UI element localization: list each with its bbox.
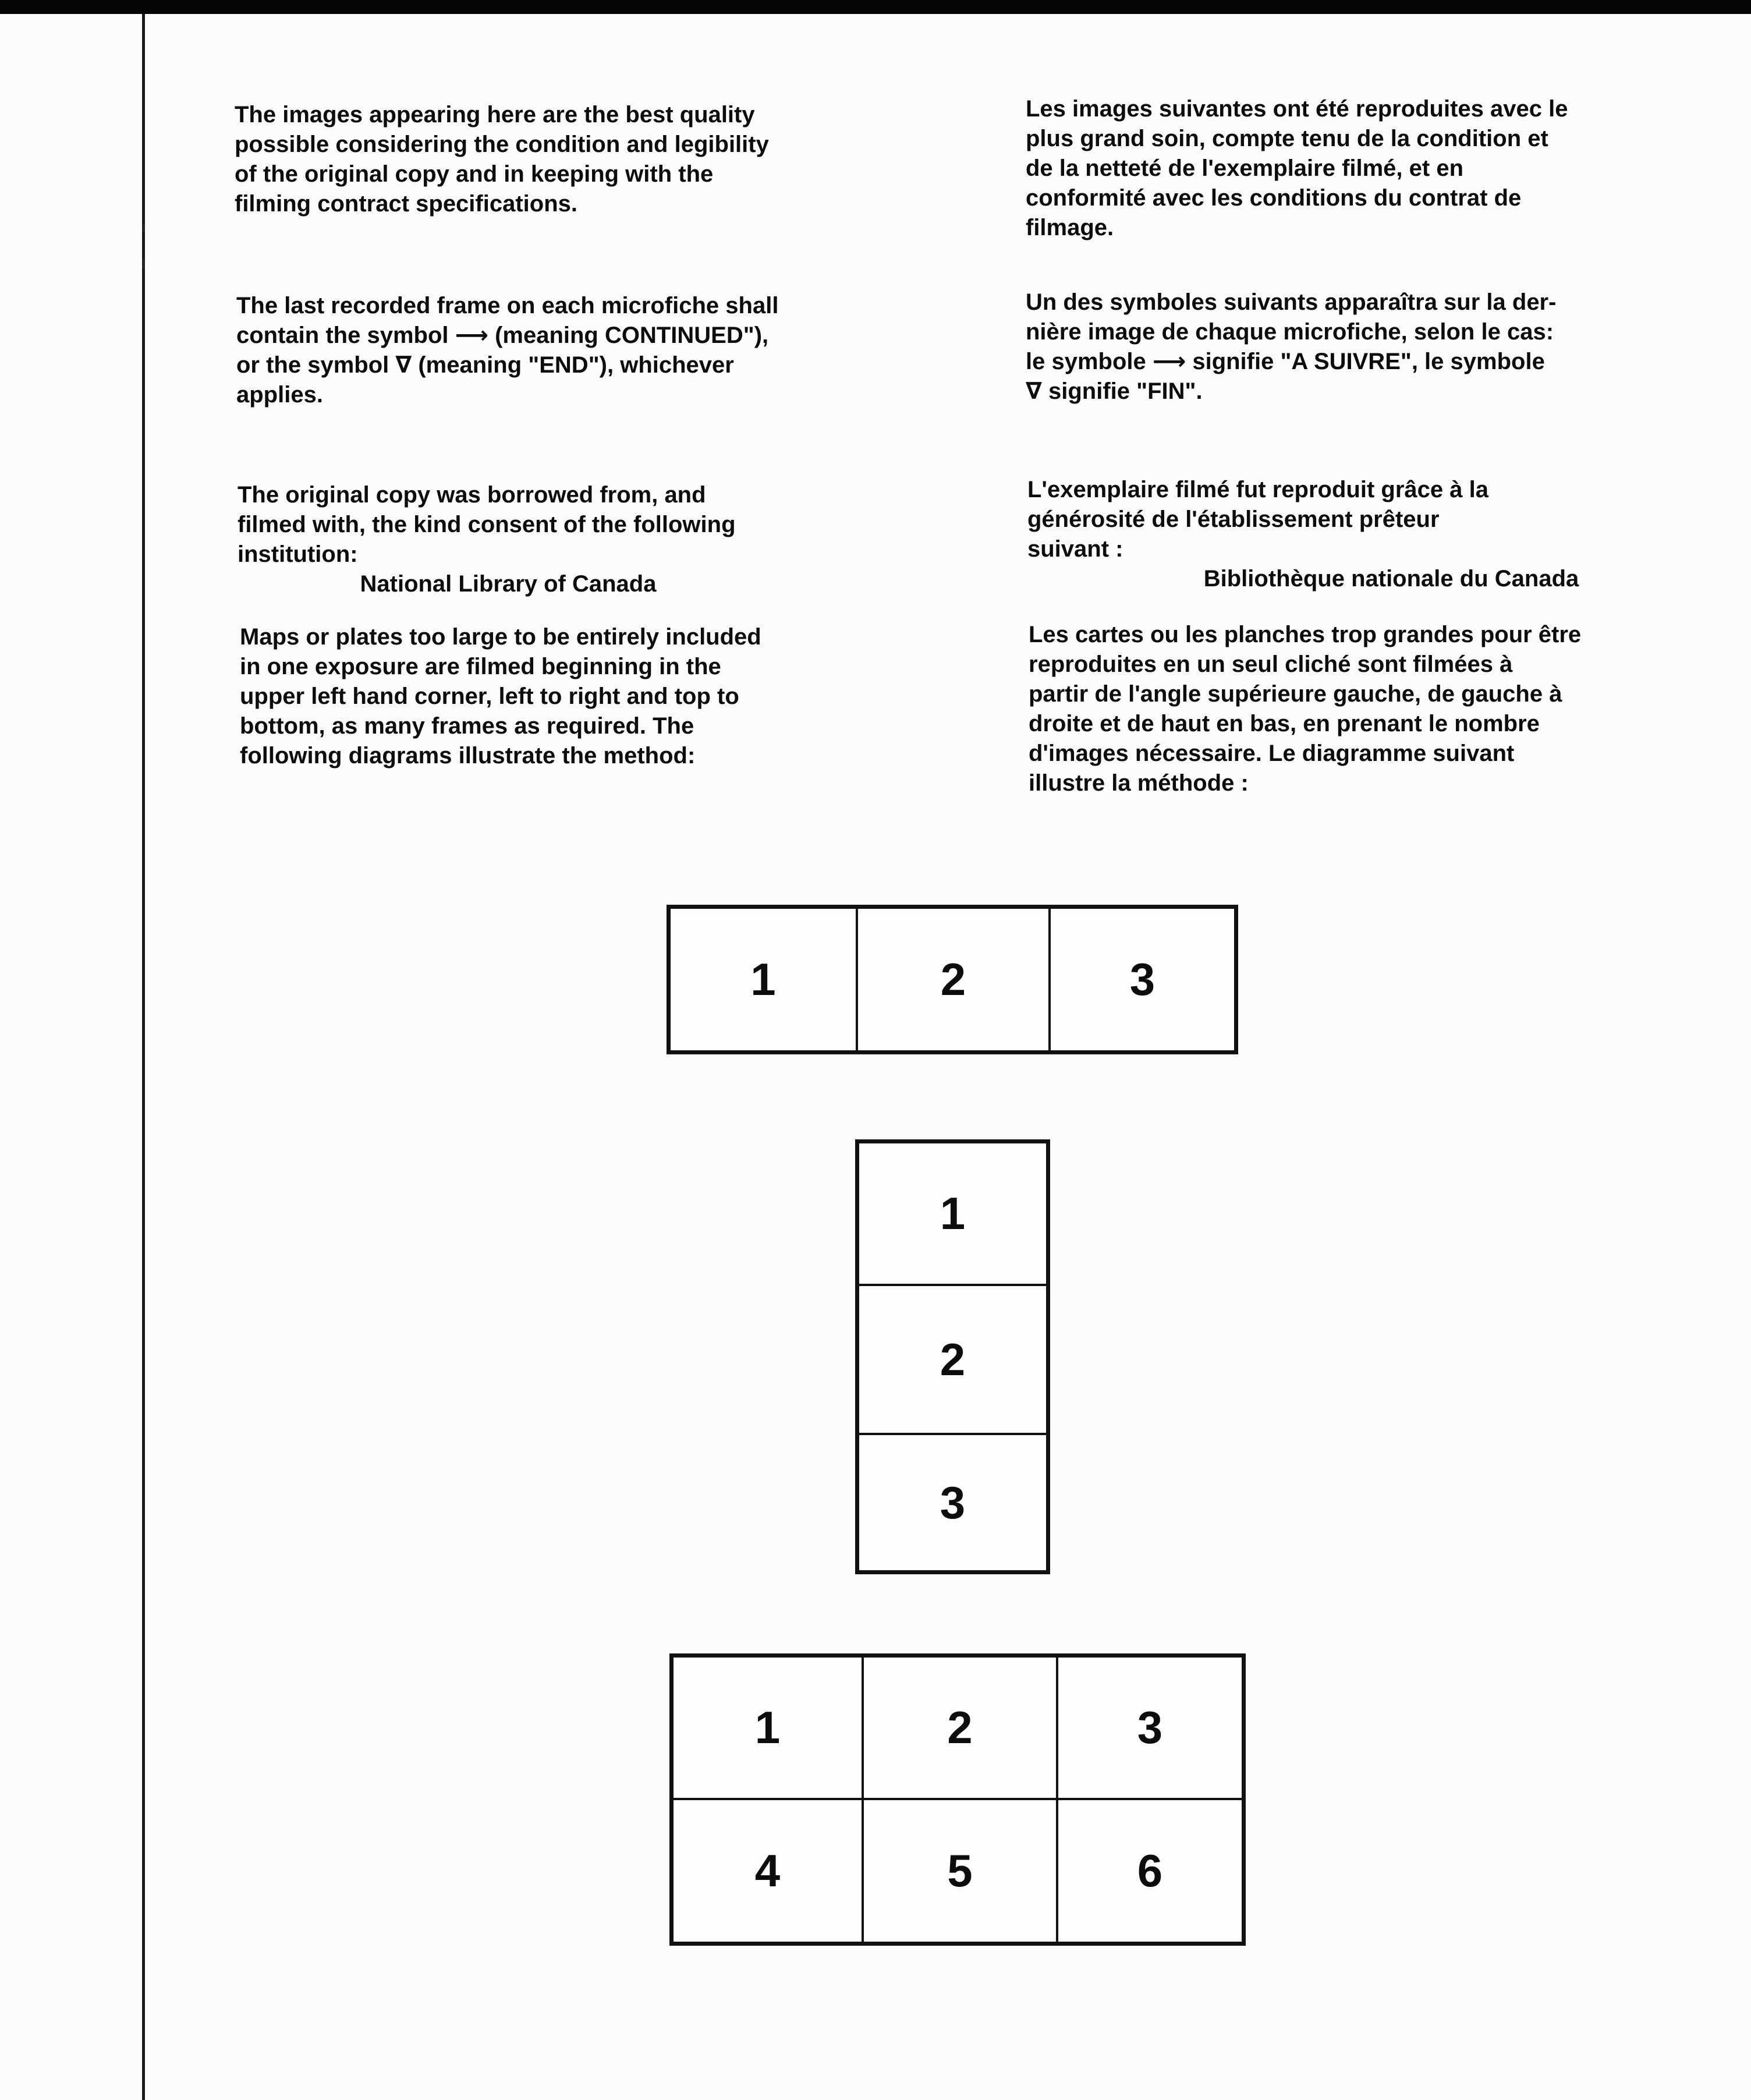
frame-cell: 2 <box>863 1656 1057 1799</box>
english-paragraph-symbols: The last recorded frame on each microfiche shall contain the symbol ⟶ (meaning CONTINUED"), or the symbol ∇ (meaning "END"), whichever applies. <box>236 293 779 408</box>
french-paragraph-symbols: Un des symboles suivants apparaîtra sur la der- nière image de chaque microfiche, selon le cas: le symbole ⟶ signifie "A SUIVRE", le symbole ∇ signifie "FIN". <box>1026 289 1557 404</box>
frame-cell: 1 <box>858 1142 1047 1285</box>
french-paragraph-maps: Les cartes ou les planches trop grandes pour être reproduites en un seul cliché sont filmées à partir de l'angle supérieure gauche, de gauche à droite et de haut en bas, en prenant le nombre d'images nécessaire. Le diagramme suivant illustre la méthode : <box>1029 622 1582 796</box>
edge-mark <box>142 224 145 232</box>
french-paragraph-quality: Les images suivantes ont été reproduites avec le plus grand soin, compte tenu de la condition et de la netteté de l'exemplaire filmé, et en conformité avec les conditions du contrat de filmage. <box>1026 96 1568 240</box>
english-institution-text: The original copy was borrowed from, and filmed with, the kind consent of the following institution: <box>238 482 736 567</box>
french-paragraph-institution <box>1027 445 1610 624</box>
english-paragraph-institution <box>238 451 779 629</box>
frame-cell: 4 <box>672 1799 863 1943</box>
diagram-grid <box>669 1653 1246 1946</box>
english-institution-name: National Library of Canada <box>360 571 657 597</box>
frame-cell: 3 <box>1050 908 1235 1051</box>
frame-cell: 1 <box>669 908 857 1051</box>
english-paragraph-maps: Maps or plates too large to be entirely included in one exposure are filmed beginning in the upper left hand corner, left to right and top to bottom, as many frames as required. The following diagrams illustrate the method: <box>240 624 761 769</box>
top-border <box>0 0 1751 14</box>
frame-cell: 2 <box>858 1285 1047 1434</box>
diagram-vertical <box>855 1139 1050 1574</box>
frame-cell: 2 <box>857 908 1050 1051</box>
diagram-horizontal <box>667 905 1238 1054</box>
frame-cell: 3 <box>1057 1656 1243 1799</box>
frame-cell: 5 <box>863 1799 1057 1943</box>
page-left-edge <box>142 14 145 2100</box>
french-institution-name: Bibliothèque nationale du Canada <box>1203 566 1579 592</box>
edge-mark <box>142 258 145 269</box>
frame-cell: 6 <box>1057 1799 1243 1943</box>
frame-cell: 3 <box>858 1434 1047 1571</box>
frame-cell: 1 <box>672 1656 863 1799</box>
french-institution-text: L'exemplaire filmé fut reproduit grâce à la générosité de l'établissement prêteur suivant : <box>1027 477 1488 562</box>
english-paragraph-quality: The images appearing here are the best quality possible considering the condition and legibility of the original copy and in keeping with the filming contract specifications. <box>235 102 769 217</box>
